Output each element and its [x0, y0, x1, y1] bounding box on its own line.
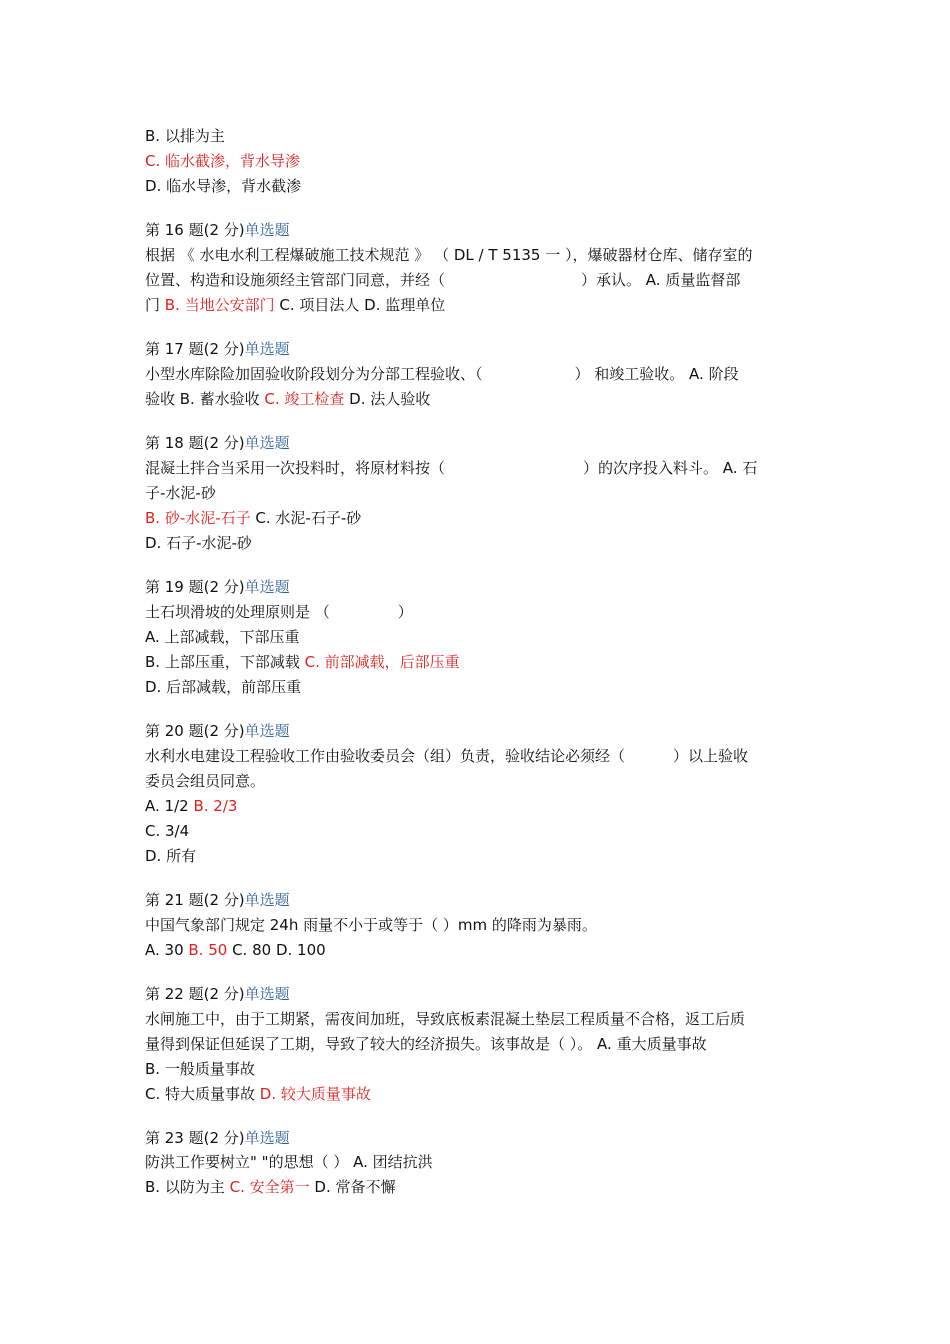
- question-21-stem: [145, 913, 597, 938]
- question-22-stem: [145, 1007, 745, 1032]
- question-number: 第 18 题(2 分): [145, 434, 245, 452]
- option-text: C. 项目法人 D. 监理单位: [274, 296, 446, 314]
- option-d: [145, 531, 252, 556]
- stem-text: 水利水电建设工程验收工作由验收委员会（组）负责，验收结论必须经（: [145, 747, 626, 765]
- stem-text: 混凝土拌合当采用一次投料时，将原材料按（: [145, 459, 446, 477]
- question-20-options: [145, 794, 237, 819]
- option-d-text: D. 常备不懈: [309, 1178, 396, 1196]
- question-number: 第 20 题(2 分): [145, 722, 245, 740]
- question-19-options: [145, 650, 460, 675]
- question-18-options: [145, 506, 361, 531]
- option-a-text: A. 30: [145, 941, 189, 959]
- question-number: 第 19 题(2 分): [145, 578, 245, 596]
- question-16-stem: [145, 243, 752, 268]
- answer-text: C. 竣工检查: [264, 390, 345, 408]
- option-c-text: C. 特大质量事故: [145, 1085, 260, 1103]
- question-type: 单选题: [244, 891, 290, 909]
- answer-text: B. 50: [188, 941, 228, 959]
- question-22-stem-2: [145, 1032, 707, 1057]
- option-a-text: A. 上部减载，下部压重: [145, 628, 300, 646]
- option-d-text: D. 临水导渗，背水截渗: [145, 177, 302, 195]
- option-d: [145, 174, 301, 199]
- stem-text: 位置、构造和设施须经主管部门同意，并经（: [145, 271, 446, 289]
- question-17-options: [145, 387, 430, 412]
- question-type: 单选题: [244, 434, 290, 452]
- question-23-stem: [145, 1150, 433, 1175]
- answer-text: B. 砂-水泥-石子: [145, 509, 251, 527]
- question-number: 第 22 题(2 分): [145, 985, 245, 1003]
- question-18-stem-2: [145, 481, 216, 506]
- question-number: 第 23 题(2 分): [145, 1129, 245, 1147]
- question-17-stem: [145, 362, 739, 387]
- question-19-stem: [145, 600, 413, 625]
- option-text: C. 80 D. 100: [227, 941, 326, 959]
- stem-text: 根据 《 水电水利工程爆破施工技术规范 》 （ DL / T 5135 一 ），爆破器材仓库、储存室的: [145, 246, 753, 264]
- answer-text: C. 安全第一: [229, 1178, 310, 1196]
- option-b: [145, 1057, 255, 1082]
- stem-text: 中国气象部门规定 24h 雨量不小于或等于（ ）mm 的降雨为暴雨。: [145, 916, 597, 934]
- stem-text: ）的次序投入料斗。 A. 石: [583, 459, 758, 477]
- question-type: 单选题: [244, 722, 290, 740]
- question-22-header: [145, 982, 290, 1007]
- stem-text: ）以上验收: [673, 747, 749, 765]
- answer-text: B. 2/3: [193, 797, 238, 815]
- question-20-header: [145, 719, 290, 744]
- option-d: [145, 675, 301, 700]
- question-20-stem: [145, 744, 748, 769]
- question-23-header: [145, 1126, 290, 1151]
- question-number: 第 17 题(2 分): [145, 340, 245, 358]
- stem-text: 土石坝滑坡的处理原则是 （: [145, 603, 330, 621]
- question-number: 第 16 题(2 分): [145, 221, 245, 239]
- question-type: 单选题: [244, 221, 290, 239]
- answer-text: C. 前部减载，后部压重: [304, 653, 460, 671]
- stem-text: ） 和竣工验收。 A. 阶段: [574, 365, 739, 383]
- option-d-text: D. 所有: [145, 847, 197, 865]
- option-b: [145, 124, 225, 149]
- option-c-answer: [145, 149, 300, 174]
- option-d-text: D. 后部减载，前部压重: [145, 678, 302, 696]
- question-18-header: [145, 431, 290, 456]
- answer-text: B. 当地公安部门: [164, 296, 275, 314]
- stem-text: 量得到保证但延误了工期，导致了较大的经济损失。该事故是（ ）。 A. 重大质量事故: [145, 1035, 707, 1053]
- question-type: 单选题: [244, 578, 290, 596]
- option-text: 门: [145, 296, 165, 314]
- answer-text: C. 临水截渗，背水导渗: [145, 152, 301, 170]
- option-b-text: B. 以防为主: [145, 1178, 230, 1196]
- question-type: 单选题: [244, 340, 290, 358]
- option-b-text: B. 上部压重，下部减载: [145, 653, 305, 671]
- option-a: [145, 625, 300, 650]
- option-text: 验收 B. 蓄水验收: [145, 390, 265, 408]
- answer-text: D. 较大质量事故: [259, 1085, 371, 1103]
- option-d-text: D. 石子-水泥-砂: [145, 534, 252, 552]
- option-a-text: 子-水泥-砂: [145, 484, 216, 502]
- question-17-header: [145, 337, 290, 362]
- stem-text: 水闸施工中，由于工期紧，需夜间加班，导致底板素混凝土垫层工程质量不合格，返工后质: [145, 1010, 746, 1028]
- question-21-options: [145, 938, 326, 963]
- question-16-options: [145, 293, 445, 318]
- option-c: [145, 819, 189, 844]
- question-16-stem-2: [145, 268, 740, 293]
- option-b-text: B. 以排为主: [145, 127, 225, 145]
- stem-text: 小型水库除险加固验收阶段划分为分部工程验收、（: [145, 365, 483, 383]
- question-type: 单选题: [244, 985, 290, 1003]
- option-text: D. 法人验收: [344, 390, 431, 408]
- option-b-text: B. 一般质量事故: [145, 1060, 255, 1078]
- option-c-text: C. 水泥-石子-砂: [250, 509, 362, 527]
- stem-text: 防洪工作要树立" "的思想（ ） A. 团结抗洪: [145, 1153, 433, 1171]
- option-a-text: A. 1/2: [145, 797, 194, 815]
- question-19-header: [145, 575, 290, 600]
- stem-text: 委员会组员同意。: [145, 772, 266, 790]
- option-d: [145, 844, 196, 869]
- question-number: 第 21 题(2 分): [145, 891, 245, 909]
- stem-text: ）承认。 A. 质量监督部: [581, 271, 741, 289]
- question-16-header: [145, 218, 290, 243]
- option-c-text: C. 3/4: [145, 822, 190, 840]
- question-20-stem-2: [145, 769, 265, 794]
- question-18-stem: [145, 456, 757, 481]
- question-22-options: [145, 1082, 371, 1107]
- question-21-header: [145, 888, 290, 913]
- question-type: 单选题: [244, 1129, 290, 1147]
- stem-text: ）: [397, 603, 413, 621]
- question-23-options: [145, 1175, 395, 1200]
